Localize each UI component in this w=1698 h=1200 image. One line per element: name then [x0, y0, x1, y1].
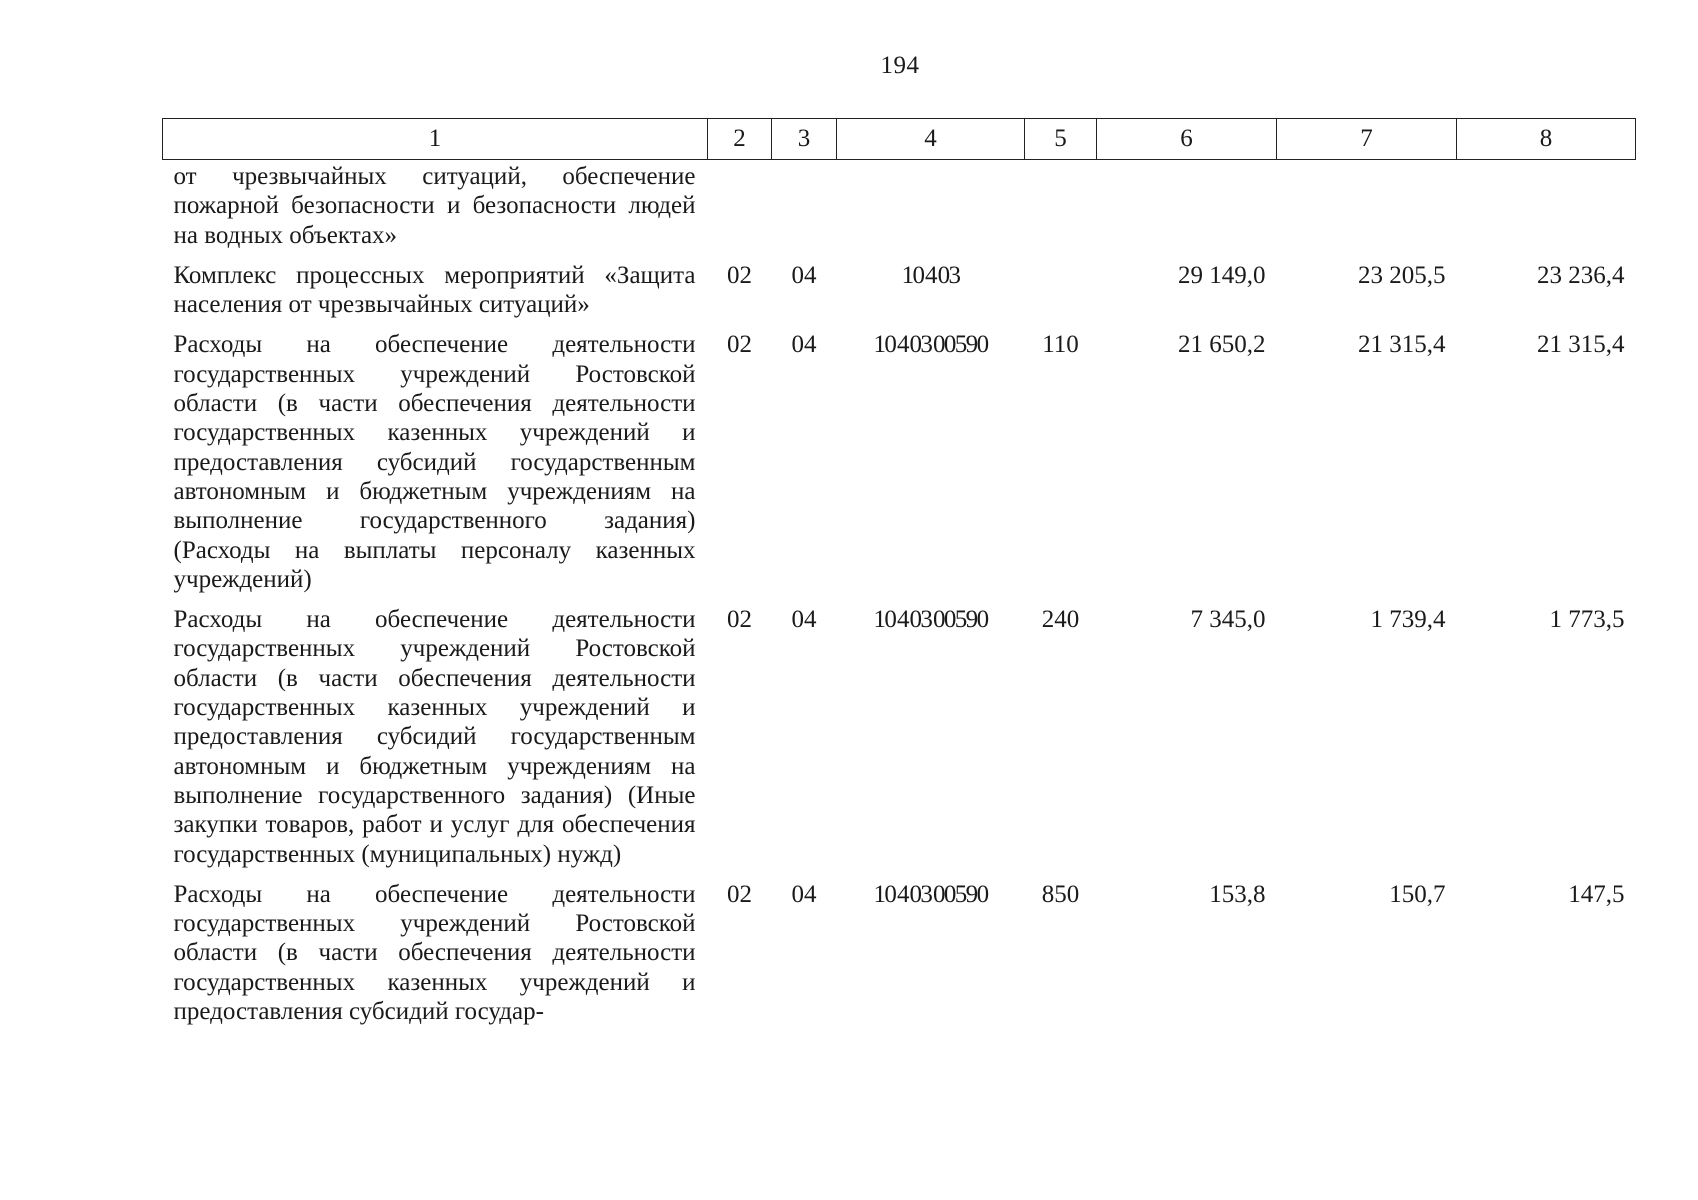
header-cell-3: 3: [772, 119, 837, 160]
row-target-article-code: 10 4 03 00590: [873, 331, 988, 359]
row-amount-col8: 147,5: [1568, 880, 1625, 908]
row-description: от чрезвычайных ситуаций, обеспечение пожарной безопасности и безопасности людей на водных объектах»: [173, 163, 696, 249]
row-amount-col6: 29 149,0: [1178, 261, 1266, 289]
row-description: Комплекс процессных мероприятий «Защита населения от чрезвычайных ситуаций»: [173, 261, 696, 319]
row-subsection-code: [772, 160, 837, 261]
row-amount-col6: 7 345,0: [1190, 606, 1266, 634]
table-body: [163, 160, 1636, 1027]
row-section-code: 02: [727, 606, 752, 634]
row-section-code: [708, 160, 772, 261]
row-amount-col6: 21 650,2: [1178, 331, 1266, 359]
table-row: [163, 330, 1636, 605]
header-cell-7: 7: [1277, 119, 1457, 160]
row-amount-col6: [1097, 160, 1277, 261]
row-amount-col8: 1 773,5: [1549, 606, 1625, 634]
table-row: [163, 605, 1636, 880]
row-amount-col7: 23 205,5: [1358, 261, 1446, 289]
header-row: [163, 119, 1636, 160]
header-cell-5: 5: [1025, 119, 1097, 160]
row-expense-type-code: 850: [1041, 880, 1080, 908]
row-subsection-code: 04: [791, 331, 817, 359]
table-row: [163, 261, 1636, 331]
row-expense-type-code: [1025, 160, 1097, 261]
header-cell-1: 1: [163, 119, 708, 160]
row-description: Расходы на обеспечение деятельности государственных учреждений Ростовской области (в части обеспечения деятельности государственных казенных учреждений и предоставления субсидий государ-: [173, 880, 696, 1026]
row-amount-col8: 23 236,4: [1537, 261, 1625, 289]
row-section-code: 02: [727, 261, 752, 289]
table-row: [163, 880, 1636, 1026]
header-cell-8: 8: [1457, 119, 1636, 160]
row-amount-col8: 21 315,4: [1537, 331, 1625, 359]
table-row: [163, 160, 1636, 261]
budget-table: [162, 118, 1636, 1026]
row-amount-col7: 150,7: [1389, 880, 1446, 908]
row-subsection-code: 04: [791, 261, 817, 289]
row-amount-col7: 21 315,4: [1358, 331, 1446, 359]
page-number: 194: [880, 52, 920, 79]
row-amount-col7: 1 739,4: [1370, 606, 1446, 634]
row-target-article-code: 10 4 03 00590: [873, 880, 988, 908]
header-cell-4: 4: [837, 119, 1025, 160]
row-description: Расходы на обеспечение деятельности государственных учреждений Ростовской области (в части обеспечения деятельности государственных казенных учреждений и предоставления субсидий государственным автономным и бюджетным учреждениям на выполнение государственного задания) (Иные закупки товаров, работ и услуг для обеспечения государственных (муниципальных) нужд): [173, 606, 696, 868]
row-target-article-code: 10 4 03 00590: [873, 606, 988, 634]
row-amount-col7: [1277, 160, 1457, 261]
row-target-article-code: 10 4 03: [901, 261, 960, 289]
row-section-code: 02: [727, 880, 752, 908]
row-expense-type-code: [1025, 261, 1097, 331]
row-expense-type-code: 240: [1041, 606, 1080, 634]
row-section-code: 02: [727, 331, 752, 359]
header-cell-2: 2: [708, 119, 772, 160]
row-target-article-code: [837, 160, 1025, 261]
table-header: [163, 119, 1636, 160]
row-subsection-code: 04: [791, 880, 817, 908]
header-cell-6: 6: [1097, 119, 1277, 160]
row-subsection-code: 04: [791, 606, 817, 634]
row-amount-col8: [1457, 160, 1636, 261]
row-expense-type-code: 110: [1042, 331, 1079, 359]
row-amount-col6: 153,8: [1209, 880, 1266, 908]
row-description: Расходы на обеспечение деятельности государственных учреждений Ростовской области (в части обеспечения деятельности государственных казенных учреждений и предоставления субсидий государственным автономным и бюджетным учреждениям на выполнение государственного задания) (Расходы на выплаты персоналу казенных учреждений): [173, 331, 696, 593]
